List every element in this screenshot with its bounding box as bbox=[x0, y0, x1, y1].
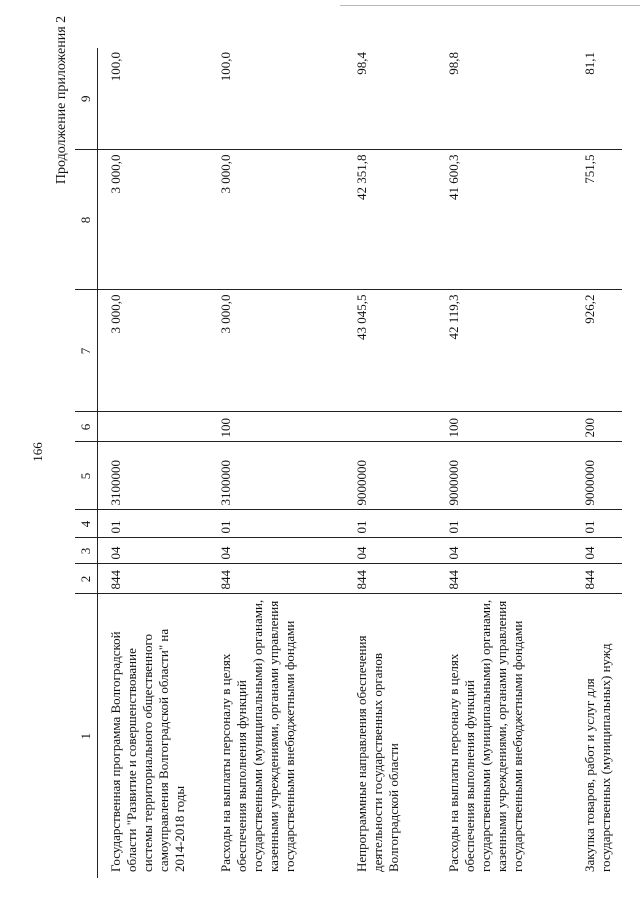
ministry-code: 844 bbox=[572, 564, 622, 594]
table-row bbox=[98, 48, 209, 878]
table-row bbox=[344, 48, 436, 878]
subsection-code: 01 bbox=[572, 510, 622, 538]
expense-type-code bbox=[98, 412, 209, 442]
header-col-2: 2 bbox=[75, 564, 98, 594]
scan-edge-line bbox=[340, 0, 640, 6]
page-number: 166 bbox=[30, 442, 45, 462]
subsection-code: 01 bbox=[436, 510, 572, 538]
execution-percent: 81,1 bbox=[572, 48, 622, 150]
section-code: 04 bbox=[344, 538, 436, 564]
header-col-9: 9 bbox=[75, 48, 98, 150]
ministry-code: 844 bbox=[436, 564, 572, 594]
table-row bbox=[436, 48, 572, 878]
header-col-1: 1 bbox=[75, 594, 98, 878]
executed-amount: 3 000,0 bbox=[98, 150, 209, 290]
section-code: 04 bbox=[98, 538, 209, 564]
continuation-caption: Продолжение приложения 2 bbox=[54, 15, 69, 185]
ministry-code: 844 bbox=[208, 564, 344, 594]
execution-percent: 98,4 bbox=[344, 48, 436, 150]
ministry-code: 844 bbox=[344, 564, 436, 594]
target-article-code: 9000000 bbox=[436, 442, 572, 510]
target-article-code: 9000000 bbox=[344, 442, 436, 510]
budget-table bbox=[75, 48, 622, 878]
row-name: Закупка товаров, работ и услуг для государственных (муниципальных) нужд bbox=[572, 594, 622, 878]
ministry-code: 844 bbox=[98, 564, 209, 594]
subsection-code: 01 bbox=[208, 510, 344, 538]
table-row bbox=[572, 48, 622, 878]
header-col-4: 4 bbox=[75, 510, 98, 538]
section-code: 04 bbox=[208, 538, 344, 564]
header-col-6: 6 bbox=[75, 412, 98, 442]
row-name: Расходы на выплаты персоналу в целях обеспечения выполнения функций государственными (муниципальными) органами, казенными учреждениями, органами управления государственными внебюджетными фондами bbox=[208, 594, 344, 878]
expense-type-code bbox=[344, 412, 436, 442]
row-name: Государственная программа Волгоградской области "Развитие и совершенствование системы территориального общественного самоуправления Волгоградской области" на 2014-2018 годы bbox=[98, 594, 209, 878]
execution-percent: 98,8 bbox=[436, 48, 572, 150]
executed-amount: 751,5 bbox=[572, 150, 622, 290]
section-code: 04 bbox=[572, 538, 622, 564]
planned-amount: 3 000,0 bbox=[98, 290, 209, 412]
target-article-code: 3100000 bbox=[208, 442, 344, 510]
section-code: 04 bbox=[436, 538, 572, 564]
expense-type-code: 100 bbox=[208, 412, 344, 442]
planned-amount: 926,2 bbox=[572, 290, 622, 412]
table-row bbox=[208, 48, 344, 878]
target-article-code: 3100000 bbox=[98, 442, 209, 510]
header-col-7: 7 bbox=[75, 290, 98, 412]
executed-amount: 3 000,0 bbox=[208, 150, 344, 290]
expense-type-code: 100 bbox=[436, 412, 572, 442]
header-col-5: 5 bbox=[75, 442, 98, 510]
row-name: Расходы на выплаты персоналу в целях обеспечения выполнения функций государственными (муниципальными) органами, казенными учреждениями, органами управления государственными внебюджетными фондами bbox=[436, 594, 572, 878]
executed-amount: 41 600,3 bbox=[436, 150, 572, 290]
planned-amount: 42 119,3 bbox=[436, 290, 572, 412]
execution-percent: 100,0 bbox=[208, 48, 344, 150]
header-col-8: 8 bbox=[75, 150, 98, 290]
execution-percent: 100,0 bbox=[98, 48, 209, 150]
executed-amount: 42 351,8 bbox=[344, 150, 436, 290]
expense-type-code: 200 bbox=[572, 412, 622, 442]
header-col-3: 3 bbox=[75, 538, 98, 564]
target-article-code: 9000000 bbox=[572, 442, 622, 510]
row-name: Непрограммные направления обеспечения деятельности государственных органов Волгоградской области bbox=[344, 594, 436, 878]
subsection-code: 01 bbox=[344, 510, 436, 538]
subsection-code: 01 bbox=[98, 510, 209, 538]
planned-amount: 3 000,0 bbox=[208, 290, 344, 412]
planned-amount: 43 045,5 bbox=[344, 290, 436, 412]
table-header-row bbox=[75, 48, 98, 878]
rotated-table-container bbox=[75, 48, 613, 878]
